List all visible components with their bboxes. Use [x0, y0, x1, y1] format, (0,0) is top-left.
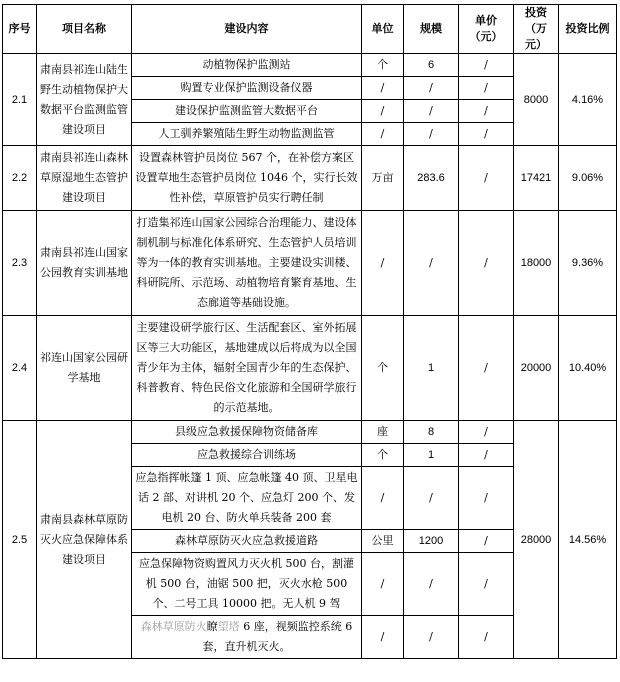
project-name: 肃南县祁连山森林草原湿地生态管护建设项目 — [37, 146, 132, 211]
project-invest: 18000 — [514, 211, 559, 316]
item-content: 主要建设研学旅行区、生活配套区、室外拓展区等三大功能区，基地建成以后将成为以全国青少年为主体，辐射全国青少年的生态保护、科普教育、特色民俗文化旅游和全国研学旅行的示范基地。 — [132, 316, 362, 421]
item-unit: 个 — [362, 54, 404, 77]
project-invest: 17421 — [514, 146, 559, 211]
item-unit: / — [362, 77, 404, 100]
item-scale: 1 — [404, 316, 459, 421]
header-scale: 规模 — [404, 5, 459, 54]
project-name: 肃南县森林草原防灭火应急保障体系建设项目 — [37, 421, 132, 659]
item-unit: / — [362, 616, 404, 659]
item-scale: 283.6 — [404, 146, 459, 211]
item-price: / — [459, 553, 514, 616]
item-content: 设置森林管护员岗位 567 个，在补偿方案区设置草地生态管护员岗位 1046 个，实行长效性补偿，草原管护员实行聘任制 — [132, 146, 362, 211]
dark-char: 瞭 — [206, 620, 218, 633]
faded-text: 森林草原防火 — [140, 620, 207, 633]
header-content: 建设内容 — [132, 5, 362, 54]
table-row — [3, 54, 617, 77]
item-scale: / — [404, 100, 459, 123]
header-row — [3, 5, 617, 54]
item-scale: / — [404, 467, 459, 530]
item-content: 应急指挥帐篷 1 顶、应急帐篷 40 顶、卫星电话 2 部、对讲机 20 个、应急灯 200 个、发电机 20 台、防火单兵装备 200 套 — [132, 467, 362, 530]
item-price: / — [459, 316, 514, 421]
item-price: / — [459, 421, 514, 444]
item-price: / — [459, 77, 514, 100]
item-content: 打造集祁连山国家公园综合治理能力、建设体制机制与标准化体系研究、生态管护人员培训等为一体的教育实训基地。主要建设实训楼、科研院所、示范场、动植物培育繁育基地、生态廊道等基础设施。 — [132, 211, 362, 316]
item-scale: / — [404, 123, 459, 146]
item-price: / — [459, 616, 514, 659]
project-invest: 20000 — [514, 316, 559, 421]
project-seq: 2.5 — [3, 421, 37, 659]
item-price: / — [459, 467, 514, 530]
item-price: / — [459, 211, 514, 316]
item-content: 应急救援综合训练场 — [132, 444, 362, 467]
project-invest: 28000 — [514, 421, 559, 659]
item-price: / — [459, 123, 514, 146]
item-unit: / — [362, 553, 404, 616]
item-unit: 万亩 — [362, 146, 404, 211]
item-scale: / — [404, 616, 459, 659]
faded-text-2: 望塔 — [217, 620, 240, 633]
item-unit: 个 — [362, 444, 404, 467]
project-ratio: 9.06% — [559, 146, 617, 211]
item-price: / — [459, 146, 514, 211]
project-ratio: 9.36% — [559, 211, 617, 316]
item-scale: / — [404, 77, 459, 100]
item-unit: / — [362, 467, 404, 530]
item-content: 购置专业保护监测设备仪器 — [132, 77, 362, 100]
project-ratio: 4.16% — [559, 54, 617, 146]
header-seq: 序号 — [3, 5, 37, 54]
item-price: / — [459, 444, 514, 467]
item-unit: / — [362, 211, 404, 316]
item-scale: 8 — [404, 421, 459, 444]
header-invest: 投资（万元） — [514, 5, 559, 54]
project-name: 祁连山国家公园研学基地 — [37, 316, 132, 421]
item-content — [132, 616, 362, 659]
header-unit: 单位 — [362, 5, 404, 54]
item-content: 动植物保护监测站 — [132, 54, 362, 77]
item-unit: 个 — [362, 316, 404, 421]
table-row — [3, 211, 617, 316]
item-scale: 1200 — [404, 530, 459, 553]
item-price: / — [459, 54, 514, 77]
project-seq: 2.2 — [3, 146, 37, 211]
item-scale: 1 — [404, 444, 459, 467]
item-content: 建设保护监测监管大数据平台 — [132, 100, 362, 123]
item-unit: 公里 — [362, 530, 404, 553]
item-price: / — [459, 530, 514, 553]
item-unit: 座 — [362, 421, 404, 444]
project-name: 肃南县祁连山国家公园教育实训基地 — [37, 211, 132, 316]
investment-table — [2, 4, 617, 659]
item-price: / — [459, 100, 514, 123]
table-row — [3, 316, 617, 421]
item-content: 应急保障物资购置风力灭火机 500 台，割灌机 500 台，油锯 500 把，灭火水枪 500 个、二号工具 10000 把。无人机 9 驾 — [132, 553, 362, 616]
item-content-rest: 6 座，视频监控系统 6 套，直升机灭火。 — [202, 620, 353, 653]
item-scale: / — [404, 211, 459, 316]
project-ratio: 14.56% — [559, 421, 617, 659]
item-content: 县级应急救援保障物资储备库 — [132, 421, 362, 444]
header-name: 项目名称 — [37, 5, 132, 54]
item-content: 森林草原防灭火应急救援道路 — [132, 530, 362, 553]
header-ratio: 投资比例 — [559, 5, 617, 54]
header-price: 单价（元） — [459, 5, 514, 54]
project-invest: 8000 — [514, 54, 559, 146]
project-seq: 2.3 — [3, 211, 37, 316]
item-scale: / — [404, 553, 459, 616]
table-row — [3, 146, 617, 211]
project-seq: 2.4 — [3, 316, 37, 421]
item-unit: / — [362, 123, 404, 146]
item-unit: / — [362, 100, 404, 123]
item-content: 人工驯养繁殖陆生野生动物监测监管 — [132, 123, 362, 146]
project-name: 肃南县祁连山陆生野生动植物保护大数据平台监测监管建设项目 — [37, 54, 132, 146]
project-ratio: 10.40% — [559, 316, 617, 421]
table-row — [3, 421, 617, 444]
item-scale: 6 — [404, 54, 459, 77]
project-seq: 2.1 — [3, 54, 37, 146]
